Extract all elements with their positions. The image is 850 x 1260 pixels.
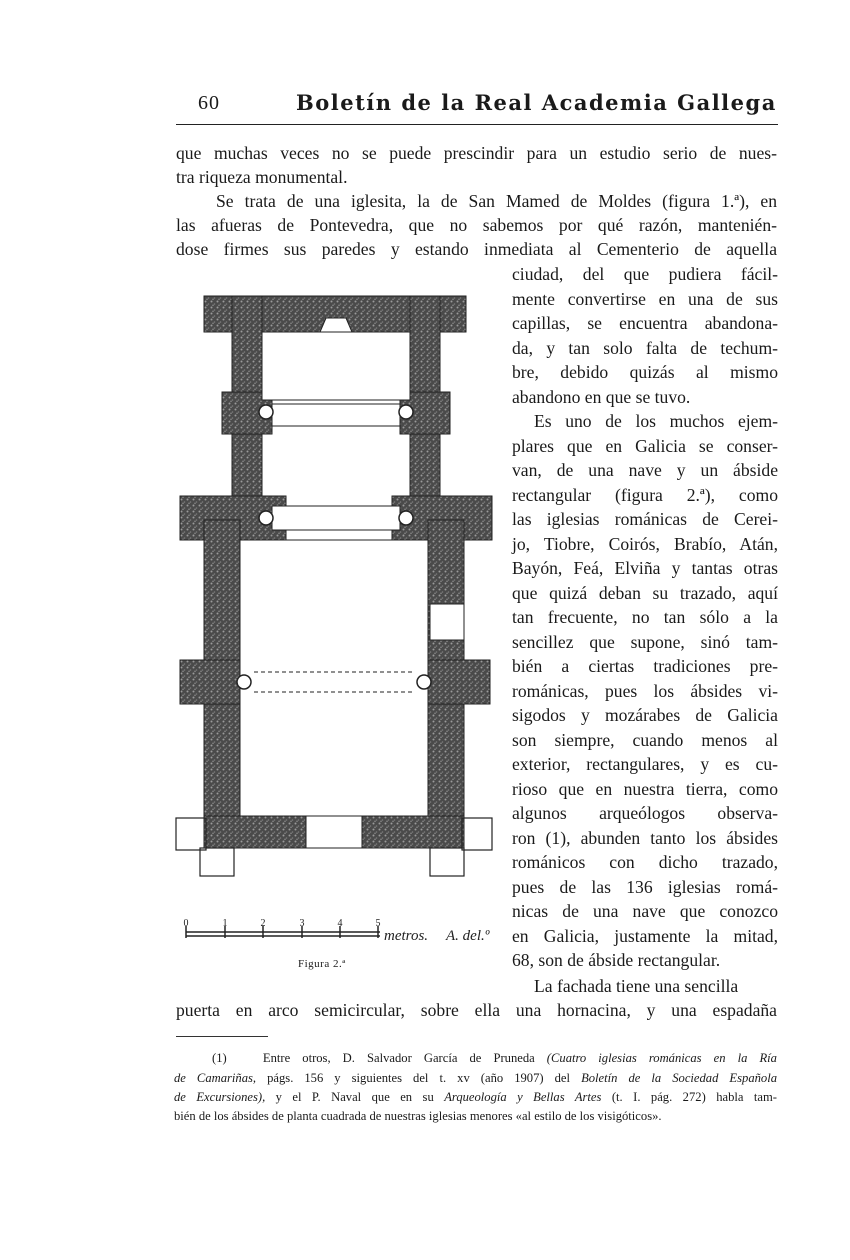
running-title: Boletín de la Real Academia Gallega (296, 90, 777, 115)
page-number: 60 (198, 92, 220, 114)
column-line: bién a ciertas tradiciones pre- (512, 656, 778, 676)
scale-number: 4 (337, 918, 343, 929)
facade-buttress (200, 848, 234, 876)
body-line: La fachada tiene una sencilla (534, 976, 739, 996)
draftsman-signature: A. del.º (446, 928, 490, 944)
column-line: capillas, se encuentra abandona- (512, 313, 778, 333)
column-line: nicas de una nave que conozco (512, 901, 778, 921)
figure-caption: Figura 2.ª (298, 958, 346, 970)
footnote-text: Entre otros, D. Salvador García de Pruneda (262, 1051, 535, 1065)
body-line: Se trata de una iglesita, la de San Mamed de Moldes (figura 1.ª), en (216, 191, 777, 211)
column-line: exterior, rectangulares, y es cu- (512, 754, 778, 774)
footnote-title: (Cuatro iglesias románicas en la Ría (546, 1051, 777, 1065)
scale-label: metros. (384, 928, 429, 944)
column-line: da, y tan solo falta de techum- (512, 337, 778, 358)
side-door (430, 604, 464, 640)
column-line: jo, Tiobre, Coirós, Brabío, Atán, (512, 533, 778, 554)
scale-number: 5 (375, 918, 381, 929)
scale-number: 0 (183, 918, 189, 929)
column-line: ron (1), abunden tanto los ábsides (512, 827, 778, 848)
scale-bar (186, 926, 380, 938)
column-line: bre, debido quizás al mismo (512, 362, 778, 382)
scale-number: 3 (299, 918, 305, 929)
main-door (306, 816, 362, 848)
body-line: puerta en arco semicircular, sobre ella una hornacina, y una espadaña (176, 1000, 777, 1020)
body-line: dose firmes sus paredes y estando inmediata al Cementerio de aquella (176, 239, 777, 259)
footnote-text: y el P. Naval que en su (275, 1090, 434, 1104)
column-line: rectangular (figura 2.ª), como (512, 484, 778, 505)
column-line: van, de una nave y un ábside (512, 460, 778, 480)
column-line: son siempre, cuando menos al (512, 729, 778, 750)
column-line: sencillez que supone, sinó tam- (512, 631, 778, 652)
footnote-title: Boletín de la Sociedad Española (581, 1071, 778, 1085)
footnote-line: bién de los ábsides de planta cuadrada de nuestras iglesias menores «al estilo de los visigóticos». (174, 1109, 662, 1123)
column-line: 68, son de ábside rectangular. (512, 950, 721, 970)
footnote-rule (176, 1036, 268, 1037)
apse-arch-band (272, 404, 400, 426)
column-line: abandono en que se tuvo. (512, 386, 691, 407)
column-line: rioso que en nuestra tierra, como (512, 778, 778, 799)
column-line: ciudad, del que pudiera fácil- (512, 264, 778, 284)
nave-interior (240, 540, 428, 816)
apse-interior (262, 332, 410, 400)
column-line: en Galicia, justamente la mitad, (512, 925, 778, 946)
column-line: mente convertirse en una de sus (512, 288, 778, 309)
footnote-line (174, 1069, 777, 1087)
scale-number: 2 (260, 918, 266, 929)
column-line: que quizá deban su trazado, aquí (512, 582, 778, 603)
body-line: las afueras de Pontevedra, que no sabemos por qué razón, mantenién- (176, 215, 777, 235)
body-line: que muchas veces no se puede prescindir para un estudio serio de nues- (176, 143, 777, 163)
facade-buttress (462, 818, 492, 850)
column-line: algunos arqueólogos observa- (512, 803, 778, 823)
footnote-title: Arqueología y Bellas Artes (444, 1090, 602, 1104)
body-line: tra riqueza monumental. (176, 167, 348, 187)
column-line: tan frecuente, no tan sólo a la (512, 607, 778, 627)
column-line: plares que en Galicia se conser- (512, 435, 778, 456)
scale-number: 1 (222, 918, 228, 929)
column-line: románicos con dicho trazado, (512, 852, 778, 872)
apse-window (320, 318, 352, 332)
triumphal-arch-band (272, 506, 400, 530)
column-line: sigodos y mozárabes de Galicia (512, 705, 778, 725)
column-line: románicas, pues los ábsides vi- (512, 680, 778, 701)
column-line: las iglesias románicas de Cerei- (512, 509, 778, 529)
footnote-title: de Camariñas, (174, 1071, 257, 1085)
column-line: pues de las 136 iglesias romá- (512, 876, 778, 897)
footnote-marker: (1) (212, 1051, 227, 1065)
footnote-text: (t. I. pág. 272) habla tam- (611, 1090, 777, 1104)
facade-buttress (176, 818, 206, 850)
footnote-line (212, 1049, 777, 1067)
footnote-title: de Excursiones), (174, 1090, 266, 1104)
column-line: Bayón, Feá, Elviña y tantas otras (512, 558, 778, 578)
footnote-text: págs. 156 y siguientes del t. xv (año 1907) del (267, 1071, 571, 1085)
facade-buttress (430, 848, 464, 876)
column-line: Es uno de los muchos ejem- (534, 411, 778, 431)
footnote-line (174, 1088, 777, 1106)
